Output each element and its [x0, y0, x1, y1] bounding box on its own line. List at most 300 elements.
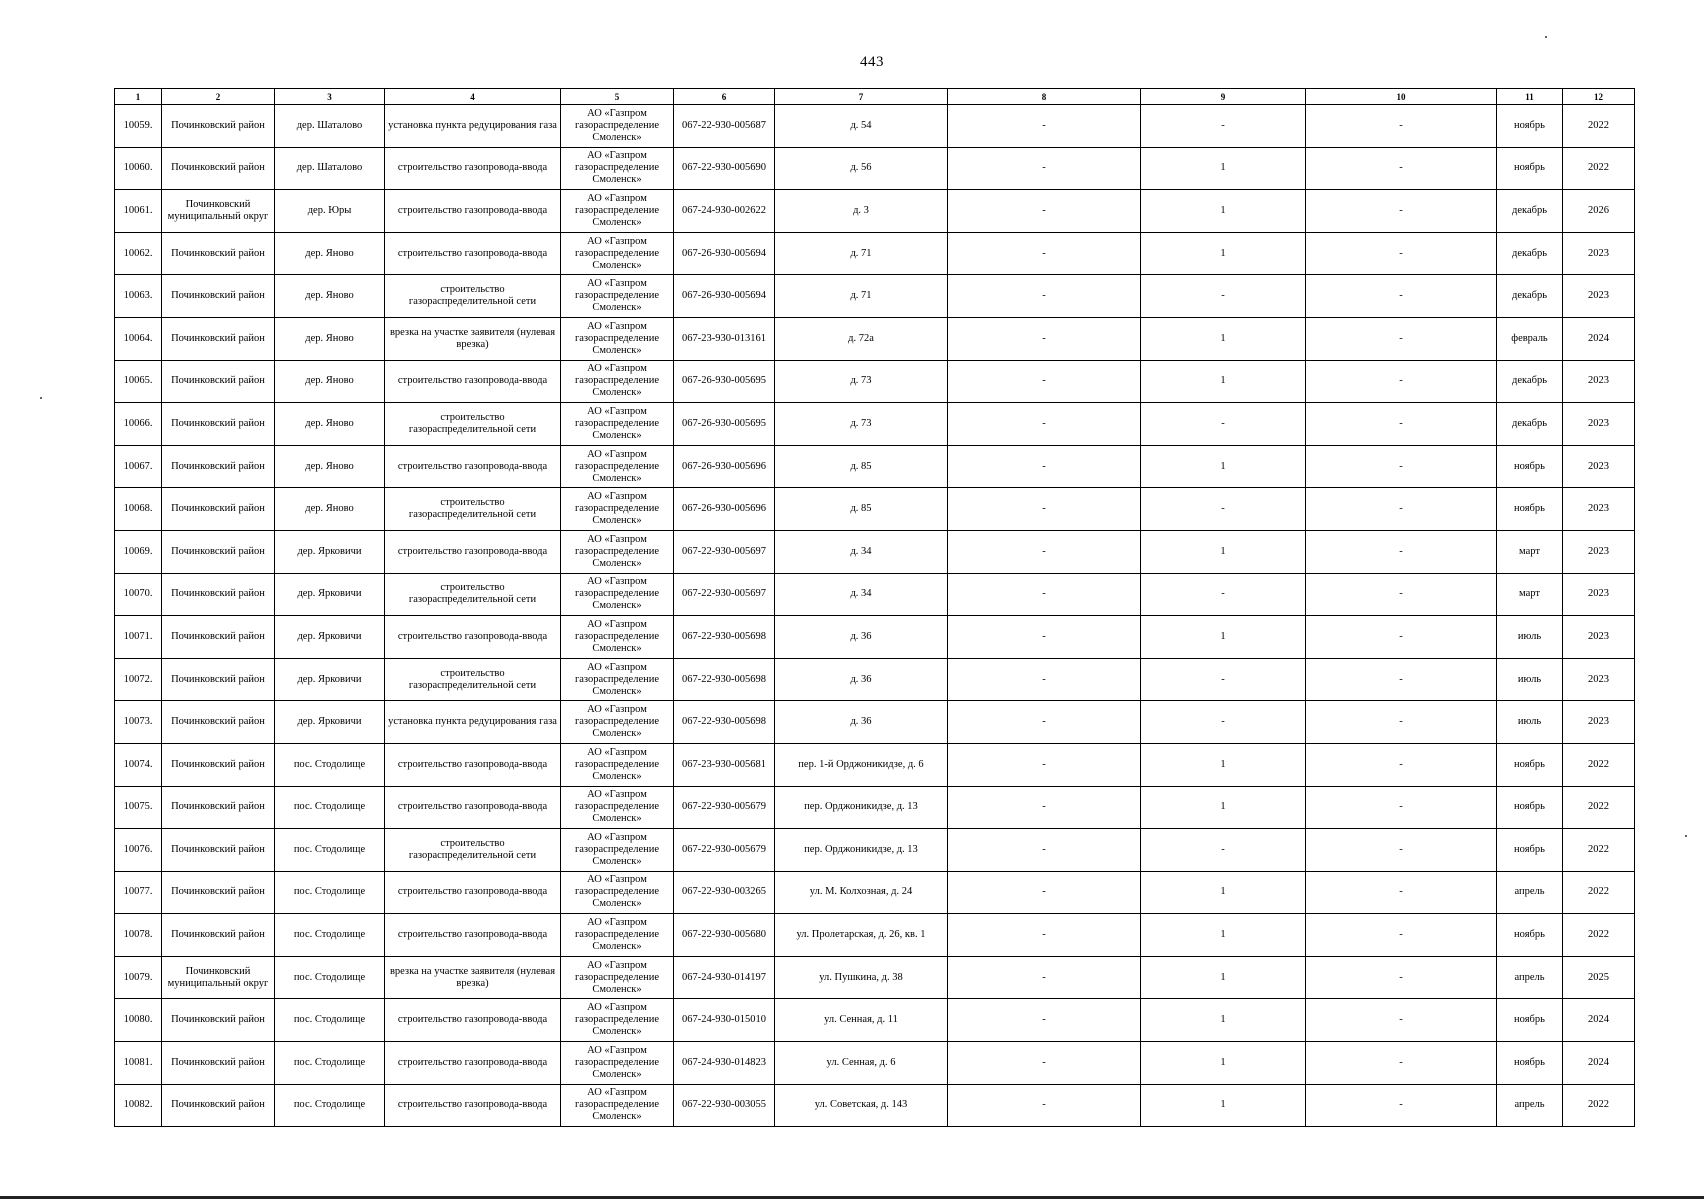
row-number-cell: 10079.	[115, 956, 162, 999]
row-number-cell: 10077.	[115, 871, 162, 914]
work-type-cell: строительство газопровода-ввода	[385, 616, 561, 659]
settlement-cell: дер. Ярковичи	[275, 530, 385, 573]
district-cell: Починковский район	[162, 530, 275, 573]
row-number-cell: 10074.	[115, 743, 162, 786]
col-10-value-cell: -	[1306, 1084, 1497, 1127]
organization-cell: АО «Газпром газораспределение Смоленск»	[561, 488, 674, 531]
col-9-value-cell: 1	[1141, 445, 1306, 488]
contract-number-cell: 067-24-930-015010	[674, 999, 775, 1042]
row-number-cell: 10076.	[115, 829, 162, 872]
col-10-value-cell: -	[1306, 956, 1497, 999]
month-cell: ноябрь	[1497, 147, 1563, 190]
address-cell: д. 85	[775, 445, 948, 488]
contract-number-cell: 067-26-930-005694	[674, 275, 775, 318]
table-row	[115, 1042, 1635, 1085]
row-number-cell: 10071.	[115, 616, 162, 659]
organization-cell: АО «Газпром газораспределение Смоленск»	[561, 786, 674, 829]
col-10-value-cell: -	[1306, 360, 1497, 403]
column-number-header: 1	[115, 89, 162, 105]
address-cell: ул. Пролетарская, д. 26, кв. 1	[775, 914, 948, 957]
year-cell: 2024	[1563, 999, 1635, 1042]
column-number-header: 3	[275, 89, 385, 105]
contract-number-cell: 067-22-930-003265	[674, 871, 775, 914]
table-row	[115, 871, 1635, 914]
row-number-cell: 10080.	[115, 999, 162, 1042]
contract-number-cell: 067-26-930-005696	[674, 488, 775, 531]
column-number-header: 11	[1497, 89, 1563, 105]
table-row	[115, 488, 1635, 531]
scan-edge-line	[0, 1196, 1704, 1199]
month-cell: ноябрь	[1497, 105, 1563, 148]
month-cell: ноябрь	[1497, 786, 1563, 829]
district-cell: Починковский район	[162, 1084, 275, 1127]
address-cell: д. 71	[775, 275, 948, 318]
district-cell: Починковский район	[162, 275, 275, 318]
table-row	[115, 105, 1635, 148]
contract-number-cell: 067-24-930-014197	[674, 956, 775, 999]
col-9-value-cell: -	[1141, 658, 1306, 701]
work-type-cell: врезка на участке заявителя (нулевая врезка)	[385, 317, 561, 360]
contract-number-cell: 067-23-930-013161	[674, 317, 775, 360]
contract-number-cell: 067-22-930-005698	[674, 701, 775, 744]
col-10-value-cell: -	[1306, 999, 1497, 1042]
contract-number-cell: 067-26-930-005695	[674, 403, 775, 446]
month-cell: июль	[1497, 701, 1563, 744]
scan-speck	[40, 397, 42, 399]
address-cell: д. 54	[775, 105, 948, 148]
column-number-header: 2	[162, 89, 275, 105]
col-9-value-cell: -	[1141, 105, 1306, 148]
table-row	[115, 360, 1635, 403]
col-9-value-cell: 1	[1141, 360, 1306, 403]
month-cell: ноябрь	[1497, 445, 1563, 488]
contract-number-cell: 067-22-930-005679	[674, 829, 775, 872]
col-8-value-cell: -	[948, 573, 1141, 616]
gasification-registry-table	[114, 88, 1635, 1127]
settlement-cell: пос. Стодолище	[275, 786, 385, 829]
year-cell: 2023	[1563, 232, 1635, 275]
month-cell: ноябрь	[1497, 829, 1563, 872]
col-9-value-cell: 1	[1141, 530, 1306, 573]
year-cell: 2023	[1563, 530, 1635, 573]
table-row	[115, 829, 1635, 872]
address-cell: д. 3	[775, 190, 948, 233]
work-type-cell: строительство газопровода-ввода	[385, 786, 561, 829]
address-cell: д. 36	[775, 701, 948, 744]
col-10-value-cell: -	[1306, 403, 1497, 446]
month-cell: июль	[1497, 616, 1563, 659]
organization-cell: АО «Газпром газораспределение Смоленск»	[561, 403, 674, 446]
row-number-cell: 10073.	[115, 701, 162, 744]
settlement-cell: пос. Стодолище	[275, 871, 385, 914]
district-cell: Починковский район	[162, 488, 275, 531]
table-row	[115, 403, 1635, 446]
col-8-value-cell: -	[948, 871, 1141, 914]
organization-cell: АО «Газпром газораспределение Смоленск»	[561, 190, 674, 233]
col-9-value-cell: 1	[1141, 871, 1306, 914]
col-9-value-cell: 1	[1141, 190, 1306, 233]
col-10-value-cell: -	[1306, 743, 1497, 786]
column-number-header: 5	[561, 89, 674, 105]
year-cell: 2022	[1563, 743, 1635, 786]
year-cell: 2022	[1563, 786, 1635, 829]
organization-cell: АО «Газпром газораспределение Смоленск»	[561, 658, 674, 701]
row-number-cell: 10070.	[115, 573, 162, 616]
work-type-cell: строительство газопровода-ввода	[385, 445, 561, 488]
col-8-value-cell: -	[948, 999, 1141, 1042]
year-cell: 2022	[1563, 871, 1635, 914]
row-number-cell: 10066.	[115, 403, 162, 446]
settlement-cell: дер. Юры	[275, 190, 385, 233]
month-cell: ноябрь	[1497, 999, 1563, 1042]
column-number-header: 4	[385, 89, 561, 105]
month-cell: декабрь	[1497, 190, 1563, 233]
col-8-value-cell: -	[948, 658, 1141, 701]
work-type-cell: строительство газораспределительной сети	[385, 658, 561, 701]
table-header	[115, 89, 1635, 105]
col-9-value-cell: 1	[1141, 786, 1306, 829]
col-8-value-cell: -	[948, 530, 1141, 573]
month-cell: апрель	[1497, 871, 1563, 914]
settlement-cell: дер. Яново	[275, 360, 385, 403]
contract-number-cell: 067-22-930-003055	[674, 1084, 775, 1127]
address-cell: пер. 1-й Орджоникидзе, д. 6	[775, 743, 948, 786]
col-8-value-cell: -	[948, 616, 1141, 659]
year-cell: 2022	[1563, 1084, 1635, 1127]
column-number-header: 6	[674, 89, 775, 105]
address-cell: пер. Орджоникидзе, д. 13	[775, 786, 948, 829]
settlement-cell: дер. Шаталово	[275, 105, 385, 148]
contract-number-cell: 067-22-930-005697	[674, 573, 775, 616]
work-type-cell: строительство газораспределительной сети	[385, 573, 561, 616]
contract-number-cell: 067-22-930-005698	[674, 658, 775, 701]
table-row	[115, 530, 1635, 573]
year-cell: 2024	[1563, 317, 1635, 360]
month-cell: февраль	[1497, 317, 1563, 360]
work-type-cell: строительство газораспределительной сети	[385, 488, 561, 531]
row-number-cell: 10064.	[115, 317, 162, 360]
organization-cell: АО «Газпром газораспределение Смоленск»	[561, 914, 674, 957]
col-10-value-cell: -	[1306, 573, 1497, 616]
col-8-value-cell: -	[948, 360, 1141, 403]
table-row	[115, 616, 1635, 659]
organization-cell: АО «Газпром газораспределение Смоленск»	[561, 616, 674, 659]
district-cell: Починковский район	[162, 1042, 275, 1085]
col-9-value-cell: -	[1141, 829, 1306, 872]
organization-cell: АО «Газпром газораспределение Смоленск»	[561, 829, 674, 872]
col-9-value-cell: -	[1141, 701, 1306, 744]
row-number-cell: 10060.	[115, 147, 162, 190]
col-9-value-cell: 1	[1141, 999, 1306, 1042]
organization-cell: АО «Газпром газораспределение Смоленск»	[561, 275, 674, 318]
col-9-value-cell: -	[1141, 403, 1306, 446]
settlement-cell: пос. Стодолище	[275, 1084, 385, 1127]
table-row	[115, 956, 1635, 999]
col-8-value-cell: -	[948, 488, 1141, 531]
table-body	[115, 105, 1635, 1127]
column-number-row	[115, 89, 1635, 105]
row-number-cell: 10078.	[115, 914, 162, 957]
col-10-value-cell: -	[1306, 275, 1497, 318]
district-cell: Починковский район	[162, 743, 275, 786]
col-10-value-cell: -	[1306, 871, 1497, 914]
work-type-cell: строительство газораспределительной сети	[385, 829, 561, 872]
col-8-value-cell: -	[948, 743, 1141, 786]
contract-number-cell: 067-26-930-005695	[674, 360, 775, 403]
row-number-cell: 10068.	[115, 488, 162, 531]
year-cell: 2023	[1563, 616, 1635, 659]
year-cell: 2023	[1563, 488, 1635, 531]
work-type-cell: установка пункта редуцирования газа	[385, 105, 561, 148]
district-cell: Починковский район	[162, 701, 275, 744]
address-cell: д. 71	[775, 232, 948, 275]
row-number-cell: 10061.	[115, 190, 162, 233]
col-8-value-cell: -	[948, 317, 1141, 360]
col-9-value-cell: 1	[1141, 147, 1306, 190]
district-cell: Починковский муниципальный округ	[162, 190, 275, 233]
month-cell: апрель	[1497, 956, 1563, 999]
row-number-cell: 10065.	[115, 360, 162, 403]
address-cell: ул. Пушкина, д. 38	[775, 956, 948, 999]
work-type-cell: строительство газопровода-ввода	[385, 999, 561, 1042]
settlement-cell: дер. Шаталово	[275, 147, 385, 190]
organization-cell: АО «Газпром газораспределение Смоленск»	[561, 232, 674, 275]
contract-number-cell: 067-24-930-002622	[674, 190, 775, 233]
month-cell: декабрь	[1497, 360, 1563, 403]
year-cell: 2022	[1563, 914, 1635, 957]
organization-cell: АО «Газпром газораспределение Смоленск»	[561, 147, 674, 190]
work-type-cell: строительство газопровода-ввода	[385, 530, 561, 573]
col-8-value-cell: -	[948, 403, 1141, 446]
table-row	[115, 190, 1635, 233]
table-row	[115, 147, 1635, 190]
address-cell: д. 36	[775, 658, 948, 701]
work-type-cell: строительство газопровода-ввода	[385, 190, 561, 233]
year-cell: 2023	[1563, 403, 1635, 446]
scan-speck	[1685, 835, 1687, 837]
col-9-value-cell: -	[1141, 488, 1306, 531]
settlement-cell: дер. Яново	[275, 317, 385, 360]
table-row	[115, 701, 1635, 744]
col-8-value-cell: -	[948, 105, 1141, 148]
col-9-value-cell: 1	[1141, 1042, 1306, 1085]
settlement-cell: дер. Яново	[275, 275, 385, 318]
col-10-value-cell: -	[1306, 786, 1497, 829]
row-number-cell: 10072.	[115, 658, 162, 701]
col-8-value-cell: -	[948, 956, 1141, 999]
year-cell: 2026	[1563, 190, 1635, 233]
settlement-cell: дер. Ярковичи	[275, 573, 385, 616]
organization-cell: АО «Газпром газораспределение Смоленск»	[561, 871, 674, 914]
table-row	[115, 914, 1635, 957]
address-cell: ул. М. Колхозная, д. 24	[775, 871, 948, 914]
row-number-cell: 10069.	[115, 530, 162, 573]
district-cell: Починковский район	[162, 616, 275, 659]
district-cell: Починковский муниципальный округ	[162, 956, 275, 999]
address-cell: д. 73	[775, 360, 948, 403]
work-type-cell: строительство газопровода-ввода	[385, 1084, 561, 1127]
work-type-cell: строительство газопровода-ввода	[385, 1042, 561, 1085]
address-cell: д. 73	[775, 403, 948, 446]
district-cell: Починковский район	[162, 147, 275, 190]
col-10-value-cell: -	[1306, 701, 1497, 744]
work-type-cell: установка пункта редуцирования газа	[385, 701, 561, 744]
col-8-value-cell: -	[948, 445, 1141, 488]
district-cell: Починковский район	[162, 445, 275, 488]
column-number-header: 7	[775, 89, 948, 105]
address-cell: ул. Сенная, д. 6	[775, 1042, 948, 1085]
settlement-cell: пос. Стодолище	[275, 829, 385, 872]
month-cell: ноябрь	[1497, 1042, 1563, 1085]
column-number-header: 9	[1141, 89, 1306, 105]
col-9-value-cell: 1	[1141, 914, 1306, 957]
month-cell: март	[1497, 573, 1563, 616]
district-cell: Починковский район	[162, 105, 275, 148]
organization-cell: АО «Газпром газораспределение Смоленск»	[561, 105, 674, 148]
table-row	[115, 275, 1635, 318]
month-cell: ноябрь	[1497, 743, 1563, 786]
contract-number-cell: 067-22-930-005698	[674, 616, 775, 659]
settlement-cell: дер. Яново	[275, 232, 385, 275]
row-number-cell: 10067.	[115, 445, 162, 488]
settlement-cell: пос. Стодолище	[275, 1042, 385, 1085]
year-cell: 2023	[1563, 701, 1635, 744]
contract-number-cell: 067-23-930-005681	[674, 743, 775, 786]
table-row	[115, 999, 1635, 1042]
year-cell: 2024	[1563, 1042, 1635, 1085]
month-cell: март	[1497, 530, 1563, 573]
work-type-cell: строительство газопровода-ввода	[385, 360, 561, 403]
table-row	[115, 232, 1635, 275]
col-8-value-cell: -	[948, 1042, 1141, 1085]
month-cell: июль	[1497, 658, 1563, 701]
organization-cell: АО «Газпром газораспределение Смоленск»	[561, 573, 674, 616]
address-cell: д. 85	[775, 488, 948, 531]
col-10-value-cell: -	[1306, 147, 1497, 190]
work-type-cell: строительство газопровода-ввода	[385, 147, 561, 190]
year-cell: 2023	[1563, 275, 1635, 318]
col-8-value-cell: -	[948, 701, 1141, 744]
table-row	[115, 573, 1635, 616]
work-type-cell: строительство газопровода-ввода	[385, 232, 561, 275]
month-cell: ноябрь	[1497, 488, 1563, 531]
settlement-cell: дер. Яново	[275, 488, 385, 531]
col-9-value-cell: -	[1141, 573, 1306, 616]
col-8-value-cell: -	[948, 829, 1141, 872]
col-8-value-cell: -	[948, 232, 1141, 275]
contract-number-cell: 067-22-930-005687	[674, 105, 775, 148]
district-cell: Починковский район	[162, 403, 275, 446]
work-type-cell: строительство газораспределительной сети	[385, 403, 561, 446]
district-cell: Починковский район	[162, 914, 275, 957]
settlement-cell: пос. Стодолище	[275, 743, 385, 786]
column-number-header: 10	[1306, 89, 1497, 105]
col-8-value-cell: -	[948, 275, 1141, 318]
table-row	[115, 786, 1635, 829]
year-cell: 2022	[1563, 147, 1635, 190]
col-10-value-cell: -	[1306, 1042, 1497, 1085]
col-9-value-cell: 1	[1141, 317, 1306, 360]
organization-cell: АО «Газпром газораспределение Смоленск»	[561, 317, 674, 360]
settlement-cell: дер. Яново	[275, 403, 385, 446]
work-type-cell: строительство газопровода-ввода	[385, 743, 561, 786]
address-cell: д. 34	[775, 573, 948, 616]
month-cell: ноябрь	[1497, 914, 1563, 957]
month-cell: декабрь	[1497, 403, 1563, 446]
col-10-value-cell: -	[1306, 530, 1497, 573]
settlement-cell: дер. Яново	[275, 445, 385, 488]
col-9-value-cell: 1	[1141, 956, 1306, 999]
year-cell: 2023	[1563, 573, 1635, 616]
contract-number-cell: 067-24-930-014823	[674, 1042, 775, 1085]
row-number-cell: 10059.	[115, 105, 162, 148]
col-9-value-cell: 1	[1141, 743, 1306, 786]
year-cell: 2023	[1563, 360, 1635, 403]
col-10-value-cell: -	[1306, 232, 1497, 275]
table-row	[115, 658, 1635, 701]
organization-cell: АО «Газпром газораспределение Смоленск»	[561, 530, 674, 573]
col-10-value-cell: -	[1306, 914, 1497, 957]
organization-cell: АО «Газпром газораспределение Смоленск»	[561, 1084, 674, 1127]
settlement-cell: дер. Ярковичи	[275, 658, 385, 701]
work-type-cell: строительство газораспределительной сети	[385, 275, 561, 318]
settlement-cell: пос. Стодолище	[275, 956, 385, 999]
row-number-cell: 10062.	[115, 232, 162, 275]
year-cell: 2023	[1563, 658, 1635, 701]
col-10-value-cell: -	[1306, 317, 1497, 360]
district-cell: Починковский район	[162, 999, 275, 1042]
settlement-cell: пос. Стодолище	[275, 914, 385, 957]
col-9-value-cell: 1	[1141, 1084, 1306, 1127]
year-cell: 2022	[1563, 829, 1635, 872]
district-cell: Починковский район	[162, 829, 275, 872]
col-8-value-cell: -	[948, 1084, 1141, 1127]
row-number-cell: 10075.	[115, 786, 162, 829]
organization-cell: АО «Газпром газораспределение Смоленск»	[561, 701, 674, 744]
organization-cell: АО «Газпром газораспределение Смоленск»	[561, 1042, 674, 1085]
settlement-cell: дер. Ярковичи	[275, 701, 385, 744]
district-cell: Починковский район	[162, 232, 275, 275]
contract-number-cell: 067-22-930-005690	[674, 147, 775, 190]
organization-cell: АО «Газпром газораспределение Смоленск»	[561, 956, 674, 999]
district-cell: Починковский район	[162, 871, 275, 914]
contract-number-cell: 067-26-930-005694	[674, 232, 775, 275]
contract-number-cell: 067-22-930-005679	[674, 786, 775, 829]
address-cell: ул. Сенная, д. 11	[775, 999, 948, 1042]
work-type-cell: строительство газопровода-ввода	[385, 914, 561, 957]
table-row	[115, 317, 1635, 360]
address-cell: д. 72а	[775, 317, 948, 360]
col-8-value-cell: -	[948, 914, 1141, 957]
col-9-value-cell: 1	[1141, 232, 1306, 275]
contract-number-cell: 067-22-930-005697	[674, 530, 775, 573]
settlement-cell: пос. Стодолище	[275, 999, 385, 1042]
column-number-header: 12	[1563, 89, 1635, 105]
address-cell: пер. Орджоникидзе, д. 13	[775, 829, 948, 872]
col-10-value-cell: -	[1306, 445, 1497, 488]
organization-cell: АО «Газпром газораспределение Смоленск»	[561, 743, 674, 786]
scan-speck	[1545, 36, 1547, 38]
row-number-cell: 10082.	[115, 1084, 162, 1127]
address-cell: д. 56	[775, 147, 948, 190]
organization-cell: АО «Газпром газораспределение Смоленск»	[561, 445, 674, 488]
col-10-value-cell: -	[1306, 829, 1497, 872]
organization-cell: АО «Газпром газораспределение Смоленск»	[561, 360, 674, 403]
work-type-cell: строительство газопровода-ввода	[385, 871, 561, 914]
settlement-cell: дер. Ярковичи	[275, 616, 385, 659]
table-row	[115, 1084, 1635, 1127]
district-cell: Починковский район	[162, 658, 275, 701]
